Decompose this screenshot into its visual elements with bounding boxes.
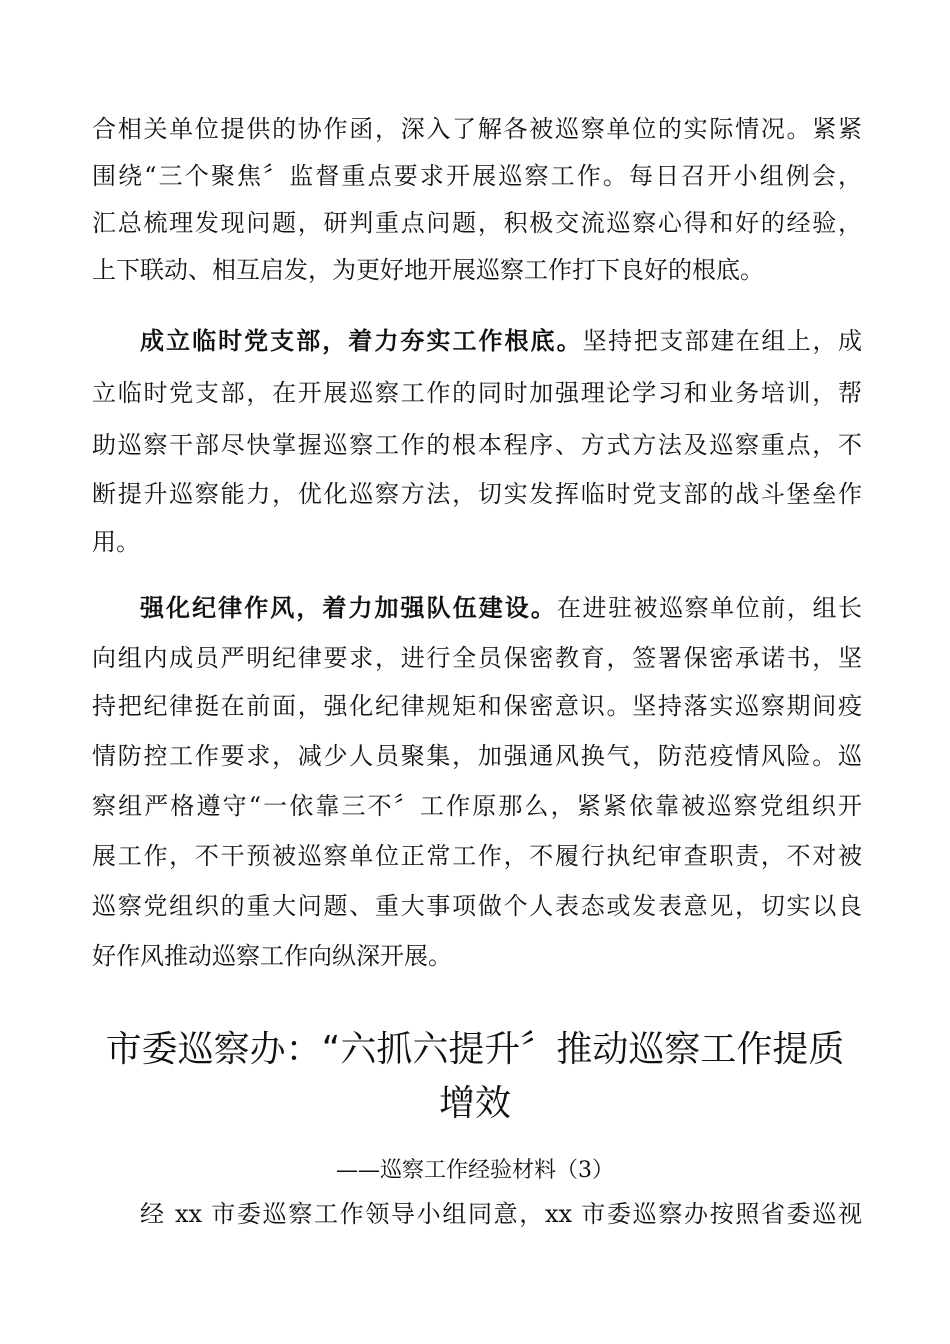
paragraph-3-line-4: 情防控工作要求，减少人员聚集，加强通风换气，防范疫情风险。巡	[92, 742, 862, 770]
article-intro-line-1: 经 xx 市委巡察工作领导小组同意，xx 市委巡察办按照省委巡视	[140, 1200, 862, 1228]
paragraph-3-line-5: 察组严格遵守“一依靠三不〞工作原那么，紧紧依靠被巡察党组织开	[92, 792, 862, 820]
paragraph-3-lead: 强化纪律作风，着力加强队伍建设。	[140, 594, 557, 622]
paragraph-3-line-6: 展工作，不干预被巡察单位正常工作，不履行执纪审查职责，不对被	[92, 842, 862, 870]
paragraph-1-line-2: 围绕“三个聚焦〞监督重点要求开展巡察工作。每日召开小组例会，	[92, 162, 862, 190]
article-subtitle: ——巡察工作经验材料（3）	[336, 1158, 614, 1183]
article-title-line-1: 市委巡察办：“六抓六提升〞推动巡察工作提质	[105, 1029, 845, 1070]
paragraph-3-line-7: 巡察党组织的重大问题、重大事项做个人表态或发表意见，切实以良	[92, 892, 862, 920]
paragraph-2-line-2: 立临时党支部，在开展巡察工作的同时加强理论学习和业务培训，帮	[92, 379, 862, 407]
paragraph-2-line-5: 用。	[92, 528, 140, 556]
paragraph-2-line-3: 助巡察干部尽快掌握巡察工作的根本程序、方式方法及巡察重点，不	[92, 431, 862, 459]
paragraph-3-line-2: 向组内成员严明纪律要求，进行全员保密教育，签署保密承诺书，坚	[92, 644, 862, 672]
paragraph-2-first-rest: 坚持把支部建在组上，成	[582, 327, 863, 355]
article-title-line-2: 增效	[438, 1083, 511, 1124]
paragraph-2-line-1	[140, 325, 862, 357]
paragraph-2-lead: 成立临时党支部，着力夯实工作根底。	[140, 327, 583, 355]
paragraph-2-line-4: 断提升巡察能力，优化巡察方法，切实发挥临时党支部的战斗堡垒作	[92, 480, 862, 508]
paragraph-3-line-3: 持把纪律挺在前面，强化纪律规矩和保密意识。坚持落实巡察期间疫	[92, 692, 862, 720]
paragraph-3-line-8: 好作风推动巡察工作向纵深开展。	[92, 942, 452, 970]
paragraph-1-line-4: 上下联动、相互启发，为更好地开展巡察工作打下良好的根底。	[92, 256, 764, 284]
paragraph-1-line-1: 合相关单位提供的协作函，深入了解各被巡察单位的实际情况。紧紧	[92, 115, 862, 143]
paragraph-3-first-rest: 在进驻被巡察单位前，组长	[556, 594, 863, 622]
paragraph-3-line-1	[140, 592, 862, 624]
paragraph-1-line-3: 汇总梳理发现问题，研判重点问题，积极交流巡察心得和好的经验，	[92, 209, 862, 237]
